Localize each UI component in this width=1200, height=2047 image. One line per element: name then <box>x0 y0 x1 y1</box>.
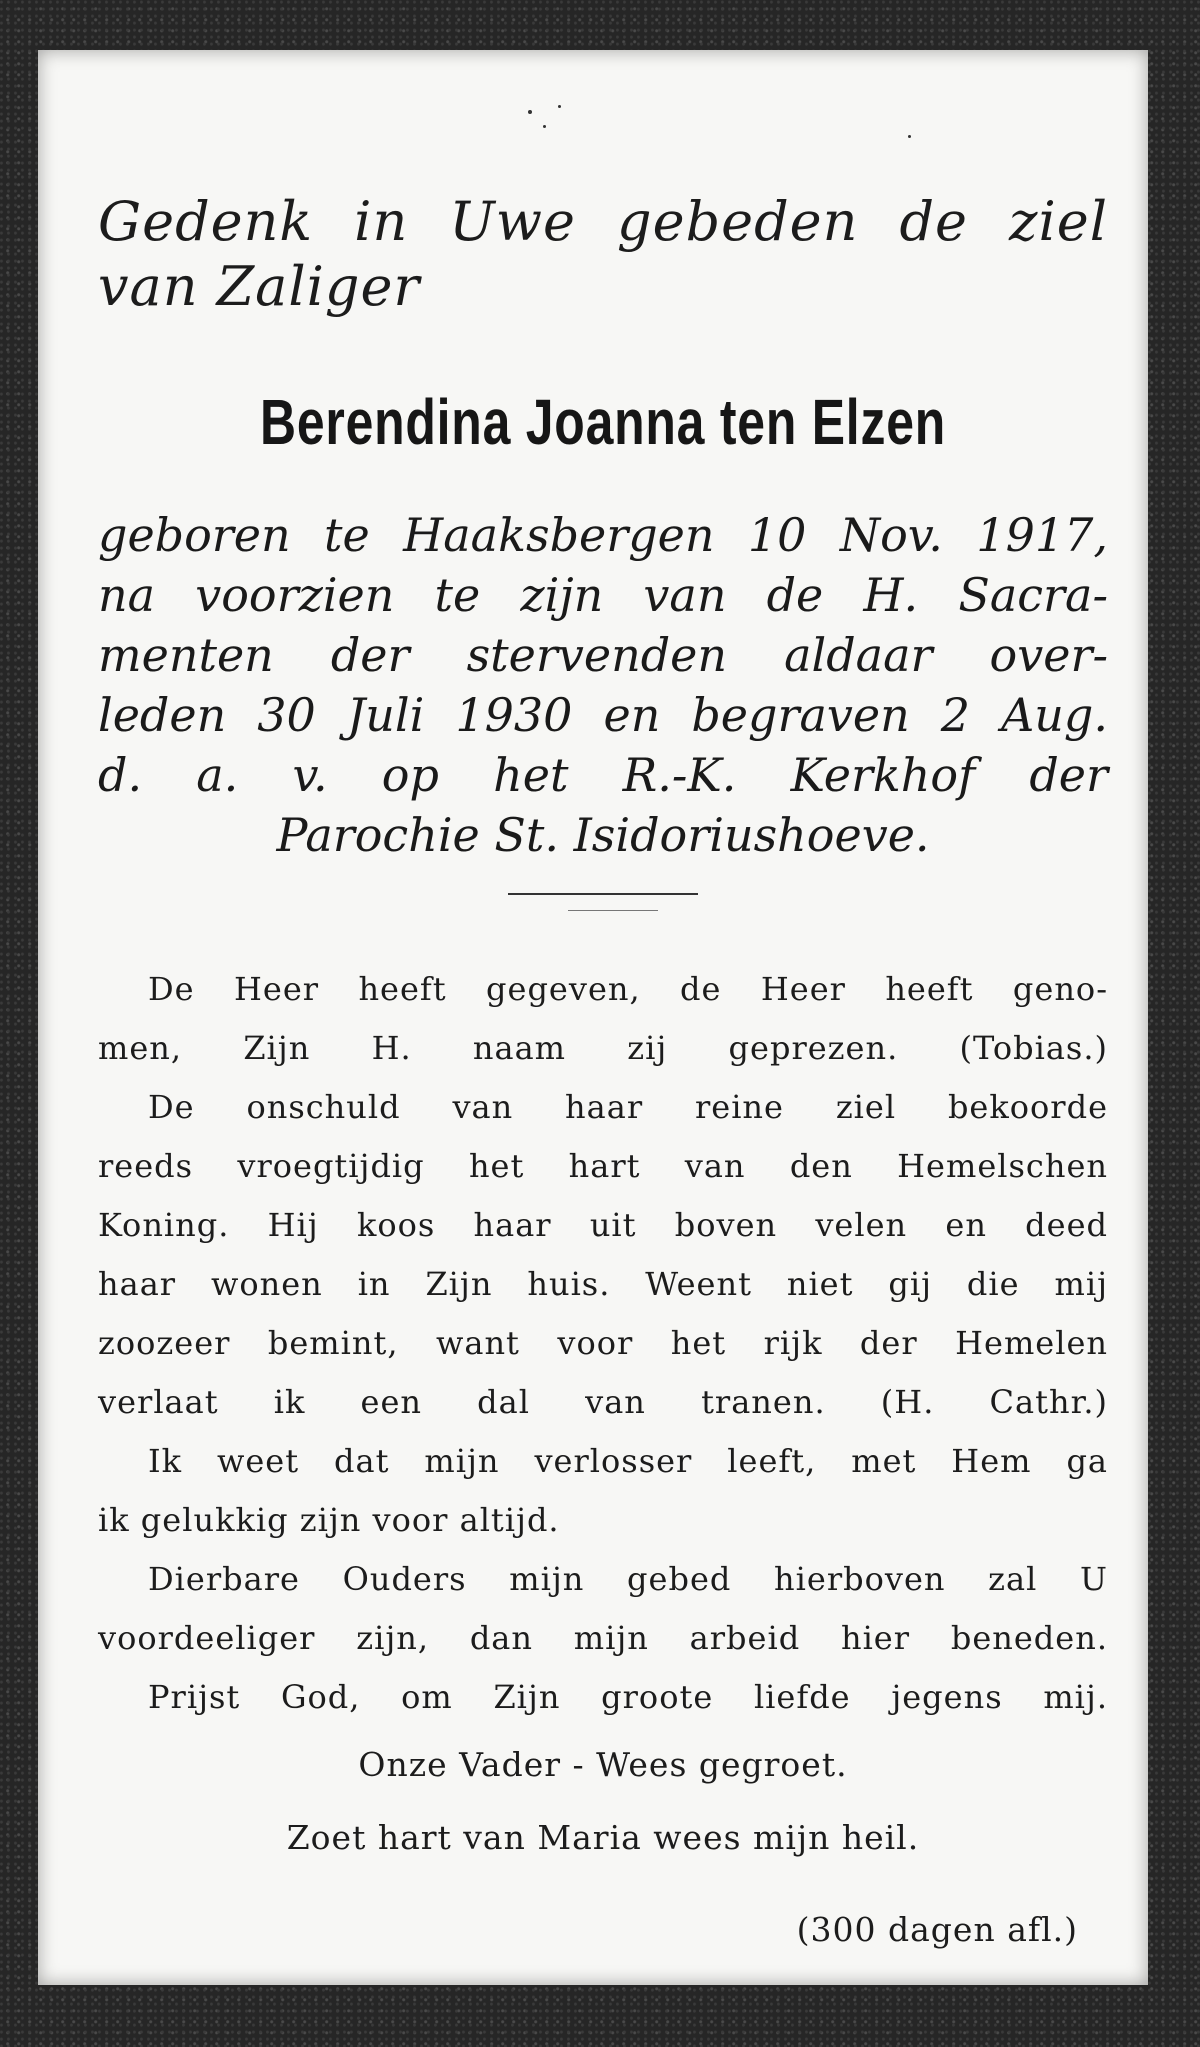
body-line: voordeeliger zijn, dan mijn arbeid hier beneden. <box>98 1619 1108 1657</box>
body-line: reeds vroegtijdig het hart van den Hemelschen <box>98 1147 1108 1185</box>
deceased-name: Berendina Joanna ten Elzen <box>259 386 947 458</box>
body-line: men, Zijn H. naam zij geprezen. (Tobias.) <box>98 1029 1108 1067</box>
bio-line: na voorzien te zijn van de H. Sacra- <box>98 568 1108 622</box>
print-speck <box>543 125 546 128</box>
memorial-card <box>38 50 1148 1985</box>
body-line: De onschuld van haar reine ziel bekoorde <box>148 1088 1108 1126</box>
bio-line: Parochie St. Isidoriushoeve. <box>276 808 930 862</box>
divider-rule <box>508 893 698 895</box>
divider-rule-secondary <box>568 910 658 911</box>
body-line: Koning. Hij koos haar uit boven velen en deed <box>98 1206 1108 1244</box>
biography <box>98 505 1108 865</box>
print-speck <box>558 105 561 108</box>
bio-line: geboren te Haaksbergen 10 Nov. 1917, <box>98 508 1108 562</box>
body-line: haar wonen in Zijn huis. Weent niet gij die mij <box>98 1265 1108 1303</box>
invocation-line-1: Gedenk in Uwe gebeden de ziel <box>98 190 1108 253</box>
bio-line: menten der stervenden aldaar over- <box>98 628 1108 682</box>
print-speck <box>528 110 532 114</box>
bio-line: leden 30 Juli 1930 en begraven 2 Aug. <box>98 688 1108 742</box>
body-line: Ik weet dat mijn verlosser leeft, met Hem ga <box>148 1442 1108 1480</box>
body-text <box>98 960 1108 1727</box>
prayer-line-1: Onze Vader - Wees gegroet. <box>358 1745 848 1784</box>
body-line: ik gelukkig zijn voor altijd. <box>98 1501 560 1539</box>
indulgence-note: (300 dagen afl.) <box>796 1910 1078 1949</box>
body-line: Dierbare Ouders mijn gebed hierboven zal U <box>148 1560 1108 1598</box>
prayer-line-2: Zoet hart van Maria wees mijn heil. <box>286 1818 920 1857</box>
body-line: De Heer heeft gegeven, de Heer heeft geno- <box>148 970 1108 1008</box>
bio-line: d. a. v. op het R.-K. Kerkhof der <box>98 748 1108 802</box>
print-speck <box>908 135 911 138</box>
body-line: verlaat ik een dal van tranen. (H. Cathr.) <box>98 1383 1108 1421</box>
body-line: Prijst God, om Zijn groote liefde jegens mij. <box>148 1678 1108 1716</box>
invocation-line-2: van Zaliger <box>98 255 421 318</box>
body-line: zoozeer bemint, want voor het rijk der Hemelen <box>98 1324 1108 1362</box>
